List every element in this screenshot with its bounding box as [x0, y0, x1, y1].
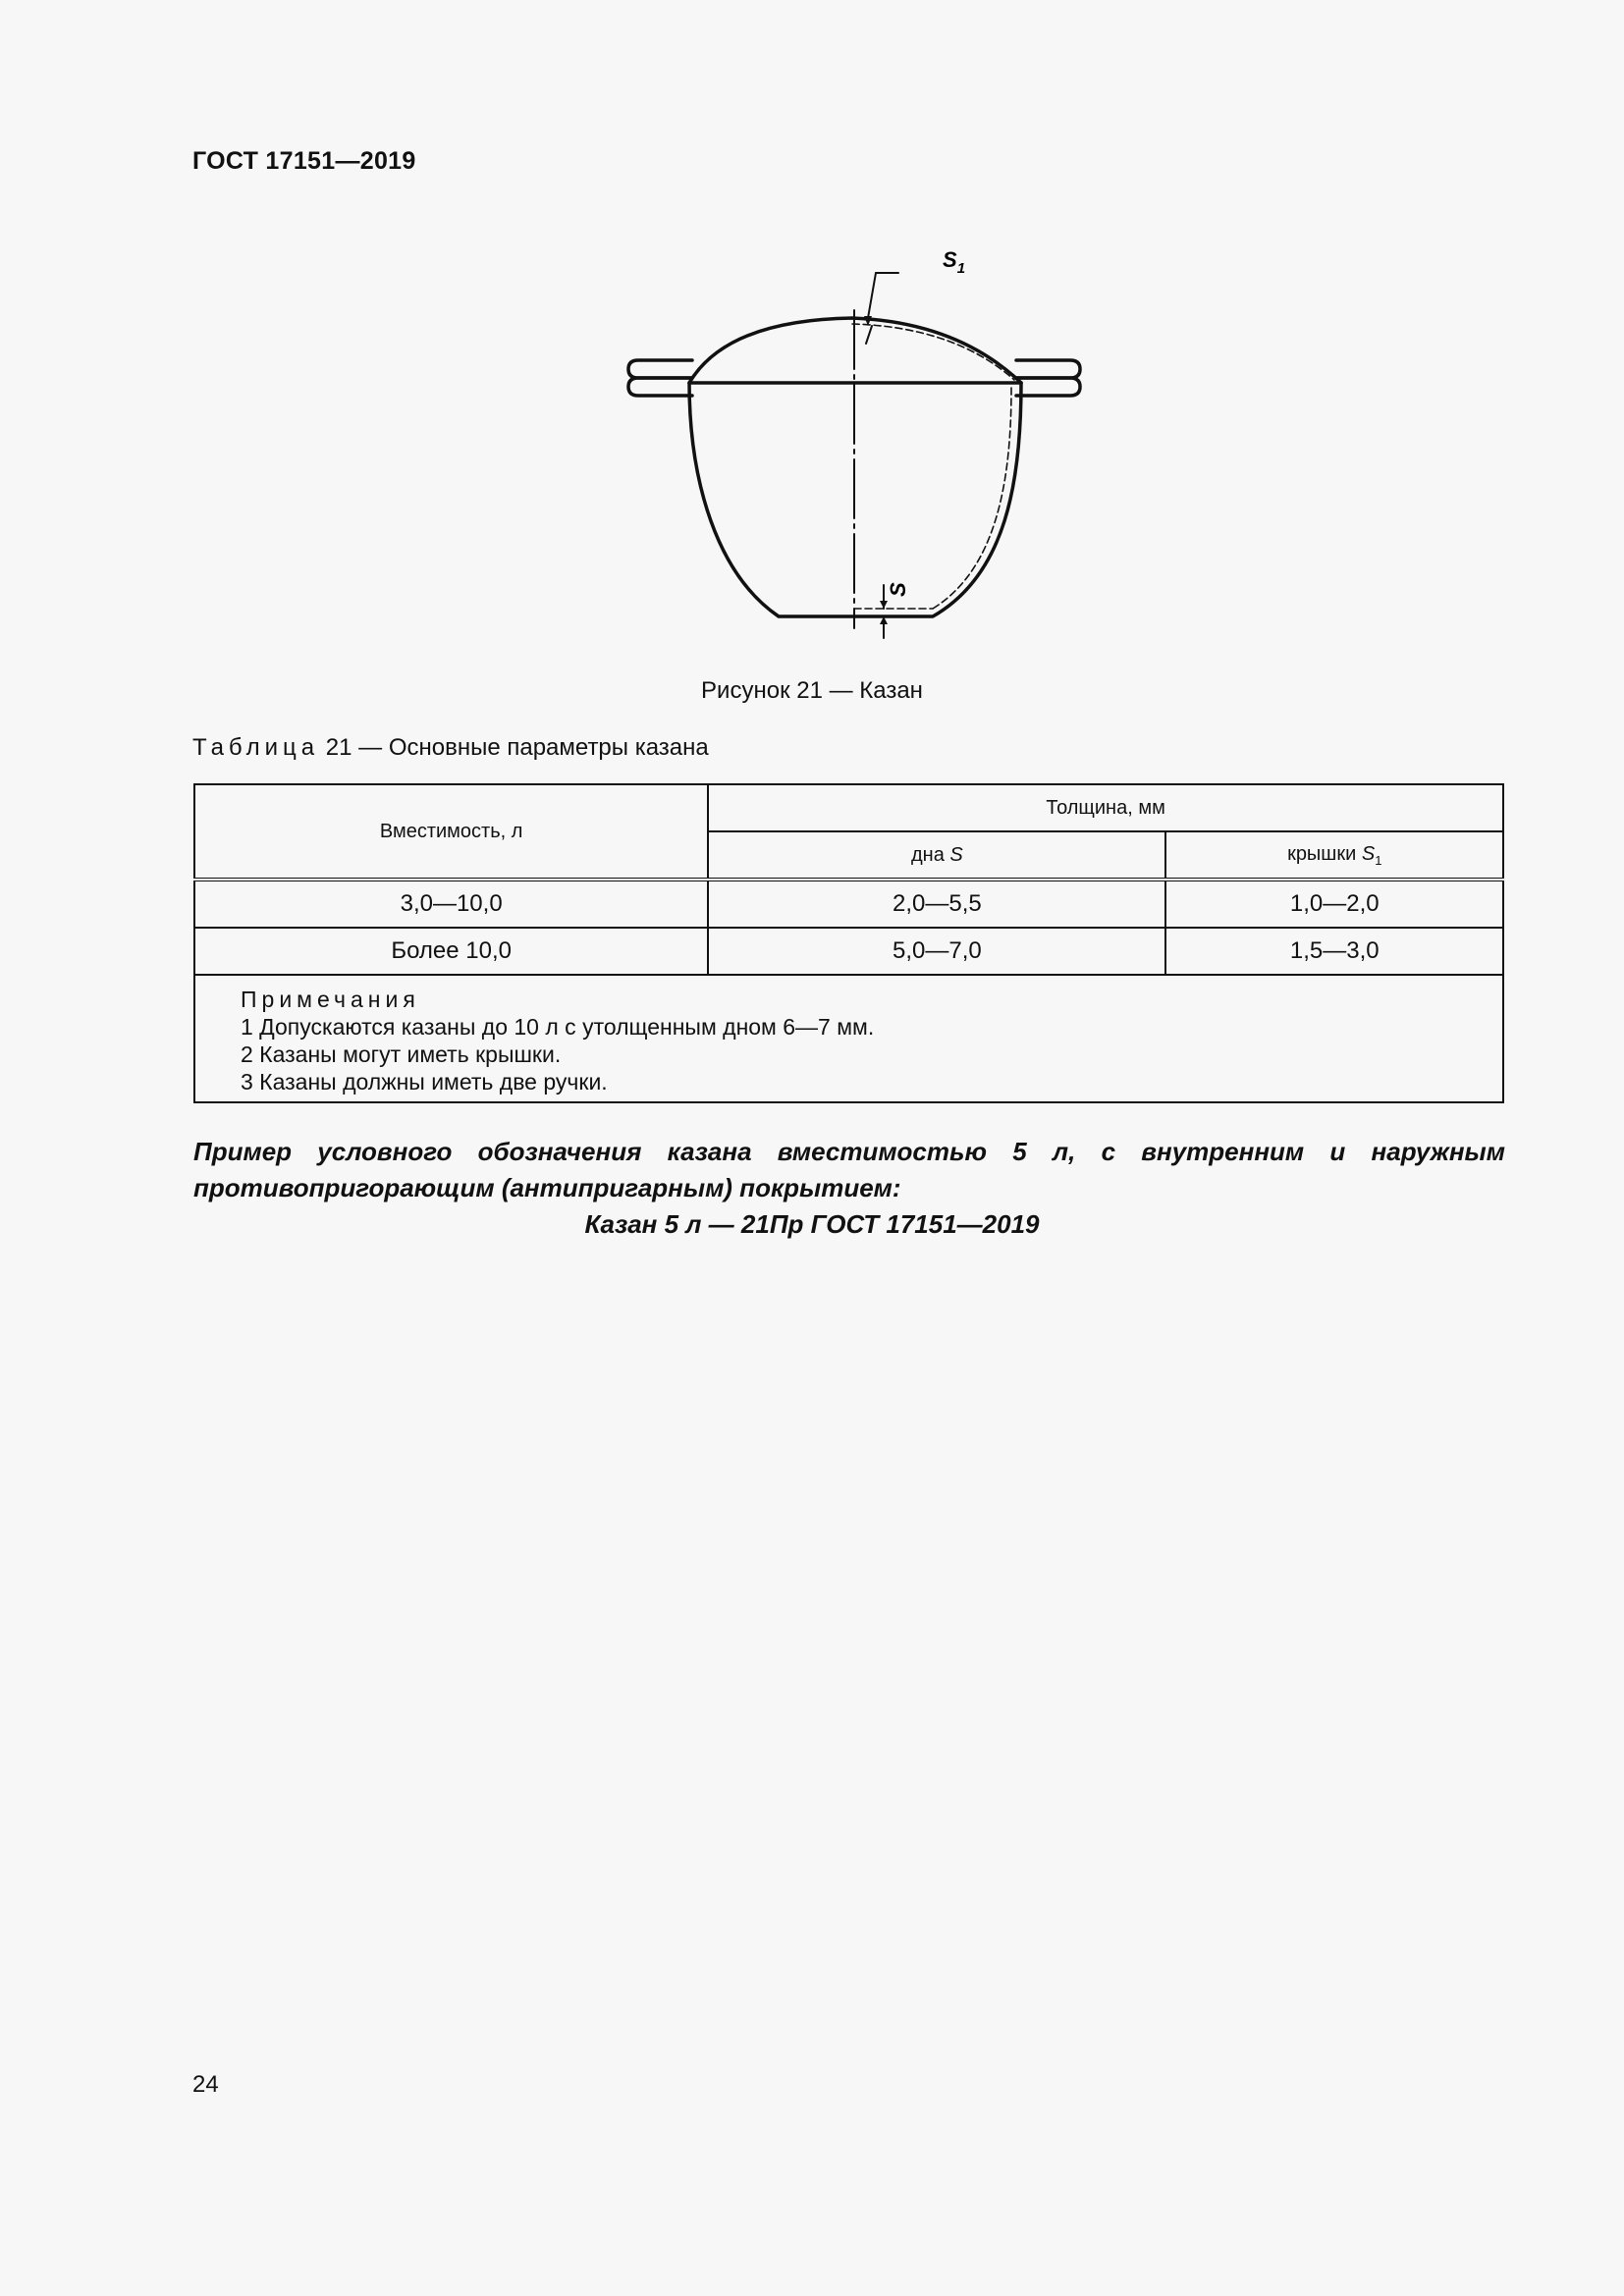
left-handle: [628, 360, 692, 378]
s-arrow-down: [880, 601, 888, 609]
table-title-prefix: Таблица: [192, 734, 320, 761]
notes-title: Примечания: [241, 987, 420, 1012]
table-notes: [194, 975, 1503, 1102]
page-number: 24: [192, 2071, 219, 2098]
cell-capacity: 3,0—10,0: [194, 880, 708, 928]
left-handle-lower: [628, 378, 692, 396]
figure-caption: Рисунок 21 — Казан: [701, 677, 923, 704]
note-item: 1 Допускаются казаны до 10 л с утолщенным дном 6—7 мм.: [241, 1014, 875, 1040]
s1-label: $S_1$: [943, 247, 966, 277]
cell-bottom: 5,0—7,0: [708, 928, 1165, 975]
header-lid: крышки $S_1$: [1165, 831, 1503, 880]
s1-leader-arrow: [868, 273, 876, 318]
table-title: [192, 734, 709, 762]
table-row: [194, 928, 1503, 975]
note-item: 3 Казаны должны иметь две ручки.: [241, 1069, 608, 1095]
kazan-figure-svg: [619, 245, 1090, 648]
right-handle: [1016, 360, 1080, 378]
header-capacity: Вместимость, л: [194, 784, 708, 880]
cell-bottom: 2,0—5,5: [708, 880, 1165, 928]
designation-example-text: Пример условного обозначения казана вместимостью 5 л, с внутренним и наружным противопригорающим (антипригарным) покрытием:: [193, 1137, 1505, 1202]
parameters-table: [193, 783, 1504, 1103]
designation-example: Казан 5 л — 21Пр ГОСТ 17151—2019: [584, 1209, 1040, 1239]
header-thickness: Толщина, мм: [708, 784, 1503, 831]
s-label: S: [886, 582, 910, 597]
pot-inner-wall: [933, 388, 1011, 609]
cell-lid: 1,5—3,0: [1165, 928, 1503, 975]
document-header: ГОСТ 17151—2019: [192, 147, 416, 175]
header-bottom: дна S: [708, 831, 1165, 880]
kazan-drawing: [619, 245, 1090, 648]
s1-tick: [866, 326, 872, 344]
right-handle-lower: [1016, 378, 1080, 396]
table-row: [194, 880, 1503, 928]
note-item: 2 Казаны могут иметь крышки.: [241, 1041, 562, 1067]
table-title-text: 21 — Основные параметры казана: [325, 734, 709, 761]
cell-capacity: Более 10,0: [194, 928, 708, 975]
cell-lid: 1,0—2,0: [1165, 880, 1503, 928]
